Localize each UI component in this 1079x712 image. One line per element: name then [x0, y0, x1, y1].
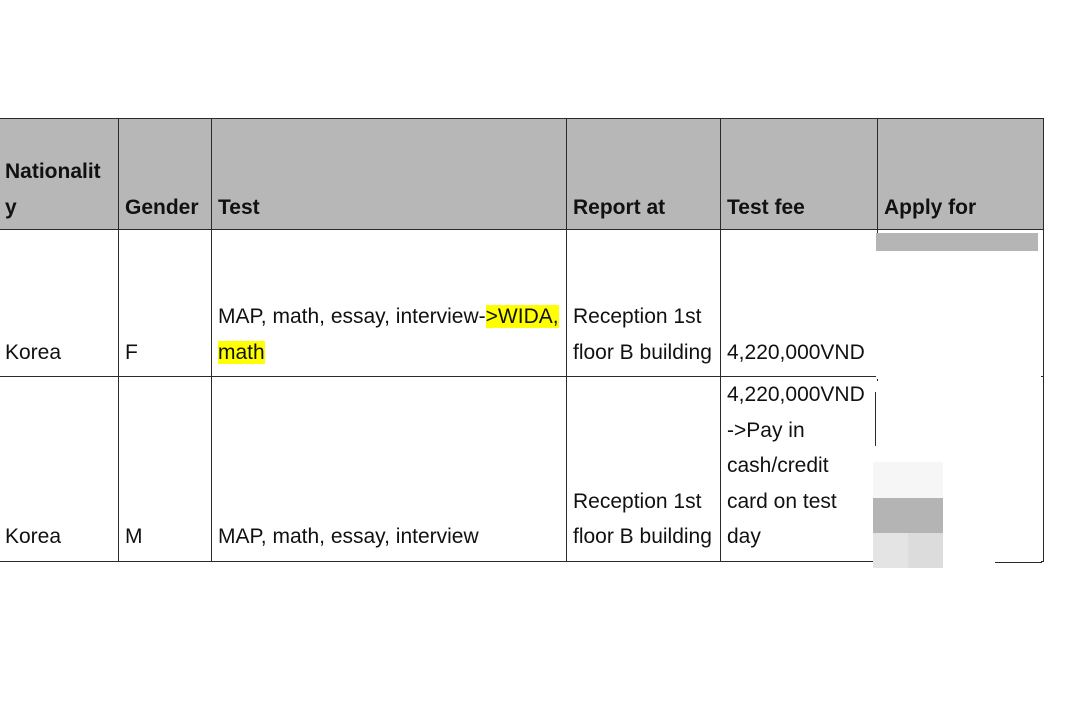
header-report-at: Report at [567, 119, 721, 230]
cell-test-fee: 4,220,000VND ->Pay in cash/credit card on test day [721, 377, 878, 562]
cell-test: MAP, math, essay, interview [212, 377, 567, 562]
header-test: Test [212, 119, 567, 230]
cell-test-text: MAP, math, essay, interview- [218, 305, 486, 328]
cell-test-highlight: >WIDA, math [218, 305, 559, 364]
column-divider [875, 392, 876, 446]
cell-test [212, 230, 567, 377]
cell-gender: M [119, 377, 212, 562]
redaction-patch [873, 533, 908, 568]
cell-nationality: Korea [0, 230, 119, 377]
cell-nationality: Korea [0, 377, 119, 562]
header-gender: Gender [119, 119, 212, 230]
table-bottom-border [995, 562, 1042, 563]
redaction-patch [908, 533, 943, 568]
redaction-patch [876, 233, 1038, 251]
header-test-fee: Test fee [721, 119, 878, 230]
redaction-patch [876, 251, 1041, 379]
cell-test-fee: 4,220,000VND [721, 230, 878, 377]
header-nationality: Nationalit y [0, 119, 119, 230]
redaction-patch [873, 462, 943, 498]
cell-gender: F [119, 230, 212, 377]
header-apply-for: Apply for [878, 119, 1044, 230]
cell-report-at: Reception 1st floor B building [567, 377, 721, 562]
redaction-patch [873, 498, 943, 533]
cell-report-at: Reception 1st floor B building [567, 230, 721, 377]
header-row [0, 119, 1044, 230]
redaction-patch [943, 462, 995, 564]
